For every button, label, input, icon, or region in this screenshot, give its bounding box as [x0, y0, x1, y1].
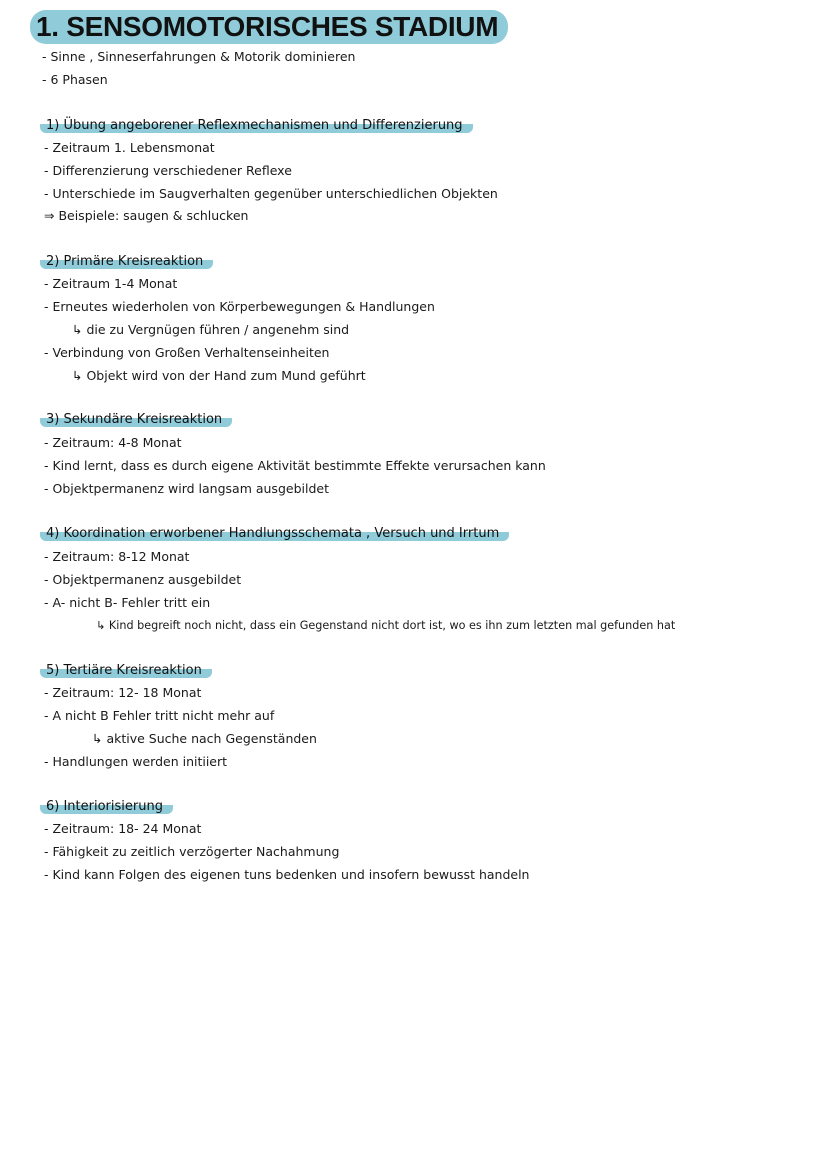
section-heading-3: 3) Sekundäre Kreisreaktion: [40, 413, 232, 427]
section-line: - Kind lernt, dass es durch eigene Aktivität bestimmte Effekte verursachen kann: [44, 458, 546, 473]
section-line: - Differenzierung verschiedener Reflexe: [44, 163, 292, 178]
section-subline: ↳ die zu Vergnügen führen / angenehm sind: [72, 322, 350, 337]
section-line: - Zeitraum 1-4 Monat: [44, 276, 178, 291]
section-line: ⇒ Beispiele: saugen & schlucken: [44, 208, 249, 223]
section-line: - Erneutes wiederholen von Körperbewegungen & Handlungen: [44, 299, 435, 314]
section-line: - A- nicht B- Fehler tritt ein: [44, 595, 211, 610]
page-title: 1. SENSOMOTORISCHES STADIUM: [30, 10, 508, 44]
section-line: - Zeitraum: 12- 18 Monat: [44, 685, 202, 700]
section-line: - Fähigkeit zu zeitlich verzögerter Nachahmung: [44, 844, 340, 859]
section-line: - Zeitraum: 18- 24 Monat: [44, 821, 202, 836]
section-line: - Zeitraum: 4-8 Monat: [44, 435, 182, 450]
section-line: - Zeitraum: 8-12 Monat: [44, 549, 190, 564]
section-subline: ↳ Objekt wird von der Hand zum Mund geführt: [72, 368, 366, 383]
section-heading-4: 4) Koordination erworbener Handlungsschemata , Versuch und Irrtum: [40, 527, 509, 541]
section-line: - Zeitraum 1. Lebensmonat: [44, 140, 215, 155]
section-line: - Objektpermanenz ausgebildet: [44, 572, 242, 587]
section-line: - Kind kann Folgen des eigenen tuns bedenken und insofern bewusst handeln: [44, 867, 530, 882]
section-line: - Unterschiede im Saugverhalten gegenüber unterschiedlichen Objekten: [44, 186, 498, 201]
section-heading-5: 5) Tertiäre Kreisreaktion: [40, 664, 212, 678]
intro-line: - Sinne , Sinneserfahrungen & Motorik dominieren: [42, 49, 356, 64]
section-line: - A nicht B Fehler tritt nicht mehr auf: [44, 708, 275, 723]
section-subline: ↳ aktive Suche nach Gegenständen: [92, 731, 317, 746]
section-line: - Objektpermanenz wird langsam ausgebildet: [44, 481, 329, 496]
section-heading-2: 2) Primäre Kreisreaktion: [40, 255, 213, 269]
section-line: - Handlungen werden initiiert: [44, 754, 228, 769]
section-subline: ↳ Kind begreift noch nicht, dass ein Gegenstand nicht dort ist, wo es ihn zum letzten mal gefunden hat: [96, 619, 676, 632]
section-heading-6: 6) Interiorisierung: [40, 800, 173, 814]
section-heading-1: 1) Übung angeborener Reflexmechanismen und Differenzierung: [40, 119, 473, 133]
intro-line: - 6 Phasen: [42, 72, 108, 87]
section-line: - Verbindung von Großen Verhaltenseinheiten: [44, 345, 330, 360]
